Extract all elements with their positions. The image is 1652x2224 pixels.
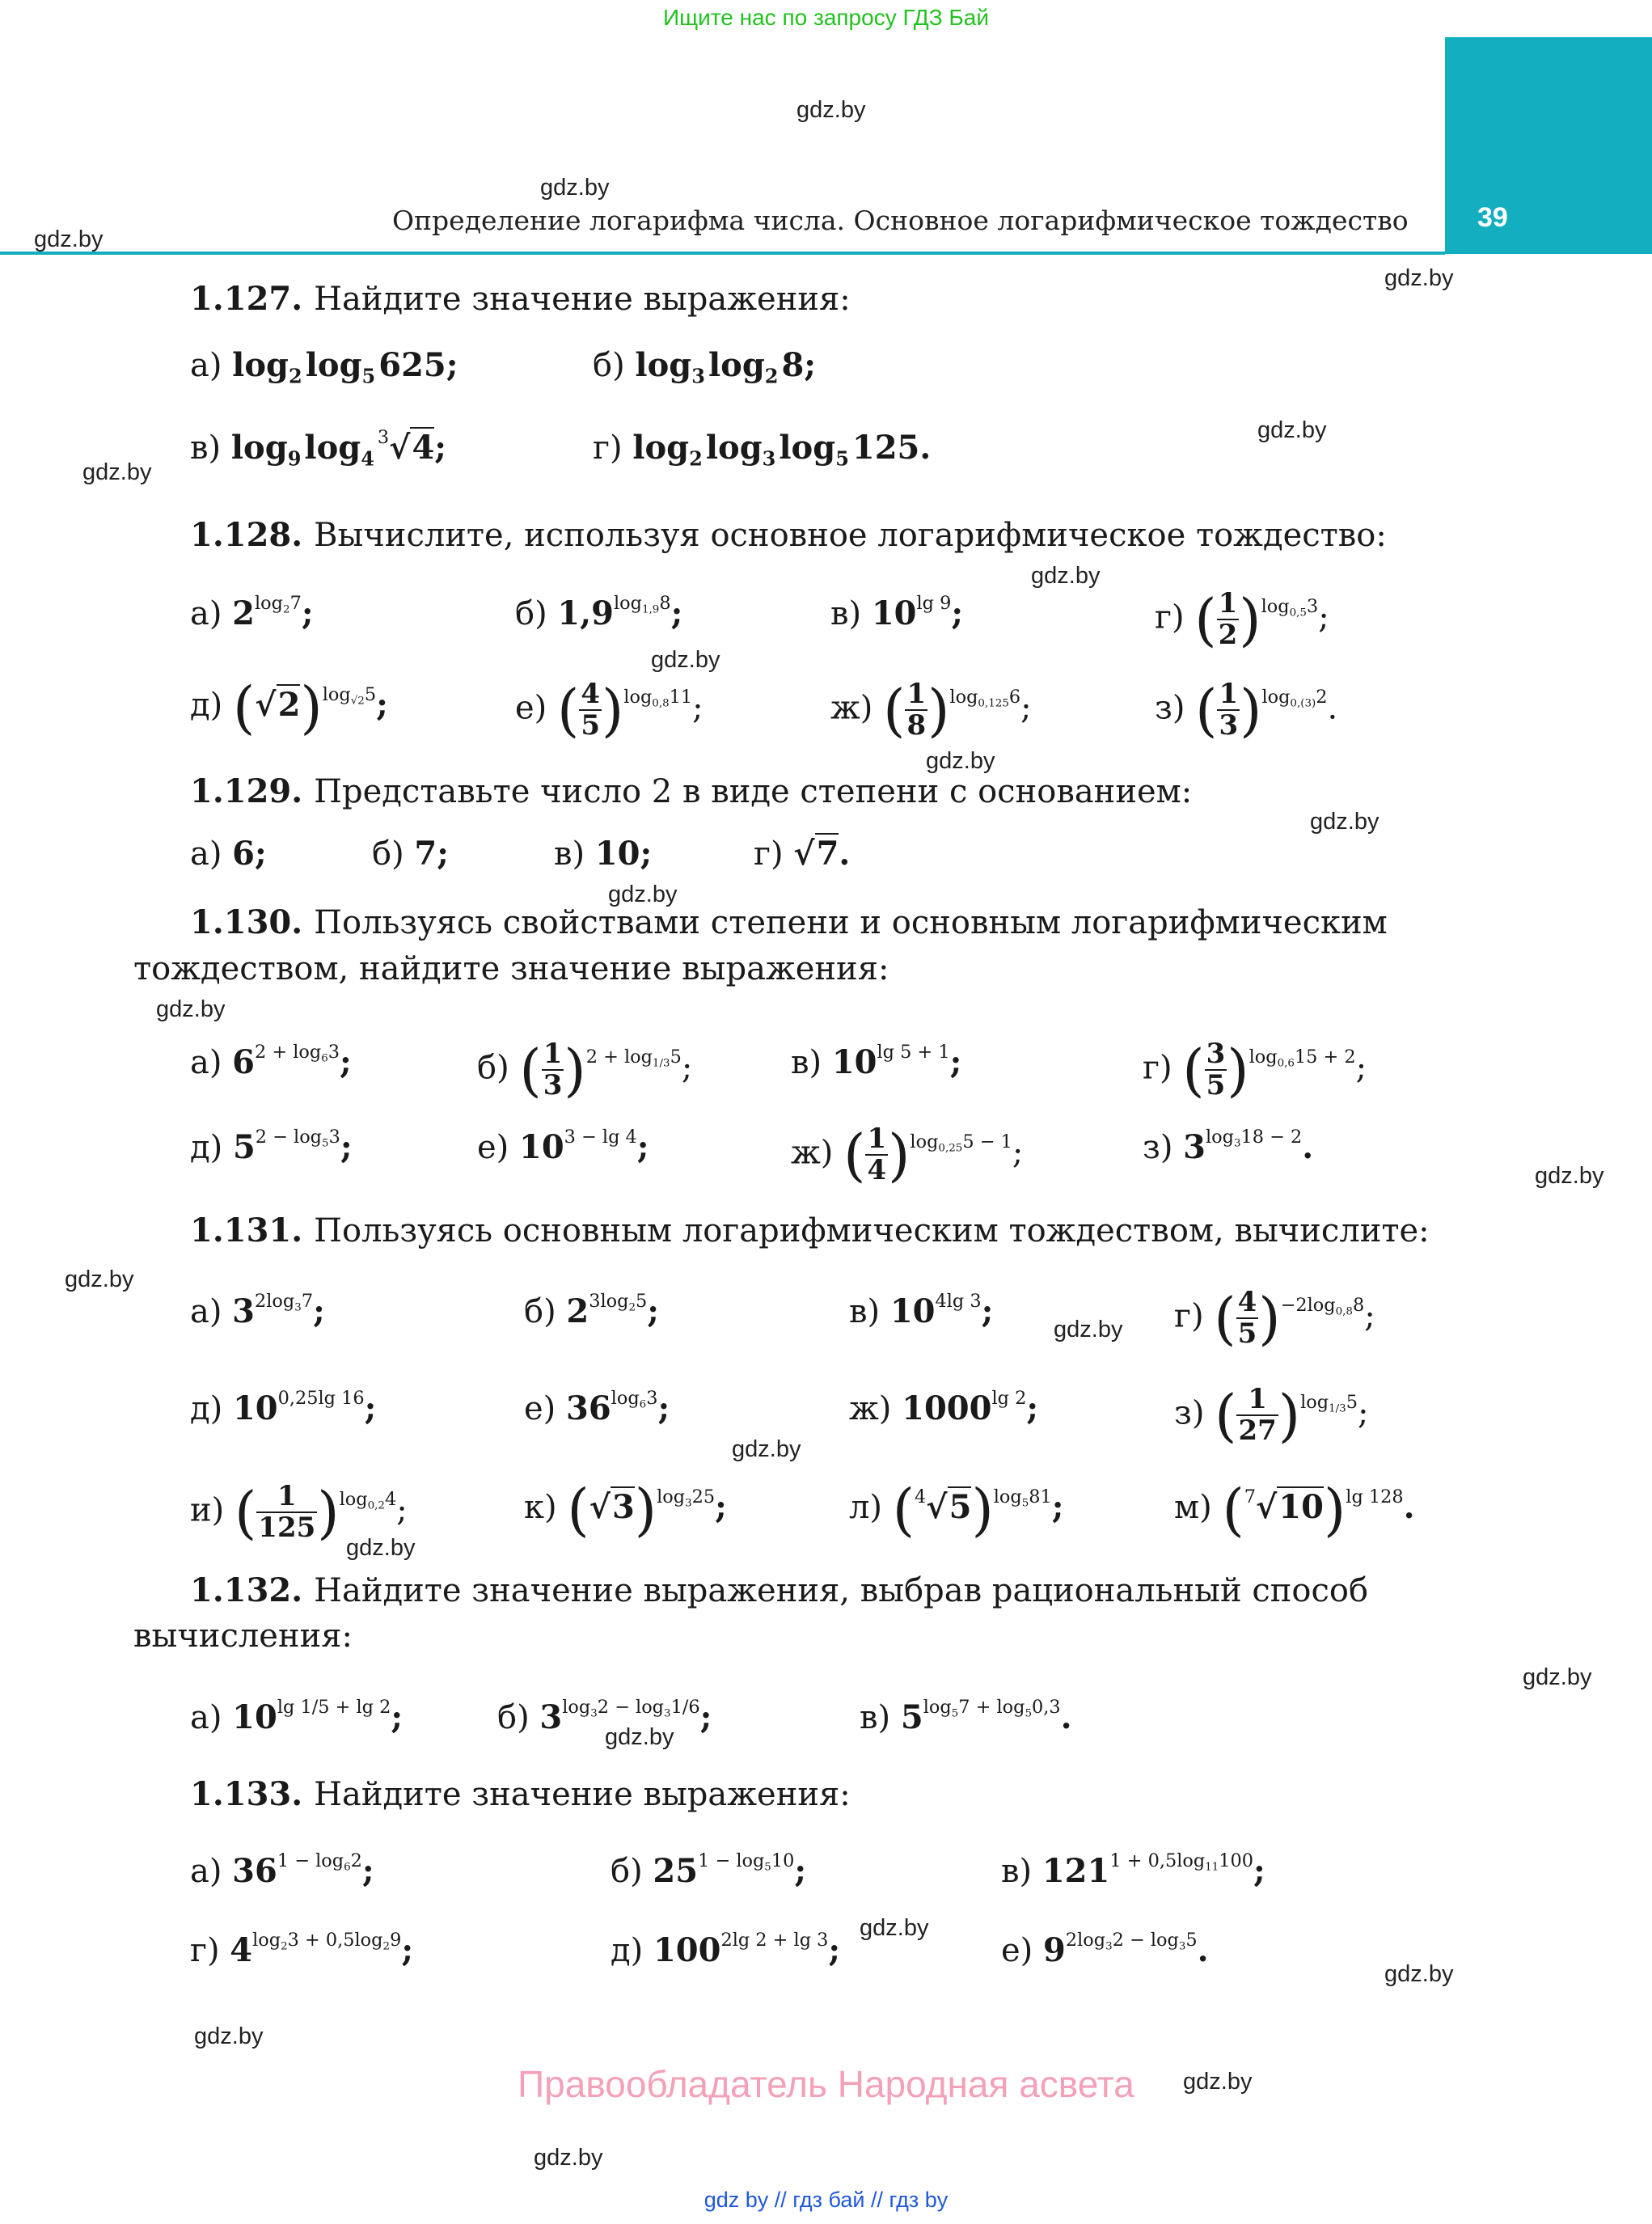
problem-number: 1.127. (190, 280, 315, 318)
watermark: gdz.by (1183, 2069, 1253, 2095)
watermark: gdz.by (1384, 1961, 1454, 1987)
task-item: б) $25^{1 - log_510}$; (611, 1850, 807, 1890)
problem-heading (190, 280, 851, 318)
watermark: gdz.by (732, 1436, 801, 1462)
task-item: а) $10^{lg 1/5 + lg 2}$; (190, 1696, 403, 1736)
watermark: gdz.by (860, 1915, 929, 1941)
problem-number: 1.128. (190, 516, 315, 554)
task-item: з) ( $\frac{1}{3}$ )$^{log_{0,(3)}2}$. (1155, 677, 1338, 744)
item-label: б) (515, 595, 547, 632)
problem-number: 1.133. (190, 1775, 315, 1813)
watermark: gdz.by (194, 2023, 264, 2049)
problem-statement: Найдите значение выражения: (314, 281, 851, 318)
task-item: к) $(√3)^{log_325}$; (524, 1477, 727, 1543)
watermark: gdz.by (796, 97, 866, 123)
item-label: б) (524, 1293, 556, 1330)
problem-statement: Вычислите, используя основное логарифмическое тождество: (314, 517, 1387, 554)
problem-heading (190, 1211, 1430, 1249)
task-item: а) $2^{log_27}$; (190, 592, 314, 632)
task-item: а) 6; (190, 835, 267, 873)
item-label: в) (849, 1293, 881, 1330)
item-label: в) (860, 1699, 891, 1736)
task-item: а) $36^{1 - log_62}$; (190, 1850, 374, 1890)
task-item: г) ( $\frac{4}{5}$ )$^{-2log_{0,8}8}$; (1174, 1285, 1375, 1352)
problem-heading (190, 903, 1388, 941)
task-item: г) ( $\frac{3}{5}$ )$^{log_{0,6}15 + 2}$; (1143, 1037, 1367, 1104)
watermark: gdz.by (156, 996, 226, 1022)
task-item: г) √7. (754, 835, 851, 873)
item-label: б) (497, 1699, 530, 1736)
top-banner[interactable]: Ищите нас по запросу ГДЗ Бай (662, 5, 990, 30)
watermark: gdz.by (608, 882, 678, 907)
task-item: д) $5^{2 - log_53}$; (190, 1126, 353, 1166)
item-label: г) (190, 1932, 220, 1969)
task-item: л) $(^4√5)^{log_581}$; (849, 1477, 1064, 1543)
item-label: з) (1155, 689, 1185, 727)
watermark: gdz.by (1054, 1317, 1123, 1342)
page-tab (1445, 37, 1652, 254)
watermark: gdz.by (1535, 1163, 1604, 1189)
task-item: ж) ( $\frac{1}{8}$ )$^{log_{0,125}6}$; (830, 677, 1032, 744)
item-label: в) (791, 1044, 822, 1081)
task-item: з) $3^{log_318 - 2}$. (1143, 1126, 1314, 1166)
task-item: е) $36^{log_63}$; (524, 1387, 670, 1427)
watermark: gdz.by (34, 226, 104, 252)
task-item: б) 7; (372, 835, 450, 873)
item-label: а) (190, 347, 222, 384)
task-item: е) $10^{3 - lg 4}$; (477, 1126, 649, 1166)
item-label: и) (190, 1491, 225, 1529)
item-label: в) (830, 595, 862, 632)
task-item: в) $121^{1 + 0,5log_{11}100}$; (1001, 1850, 1265, 1890)
problem-heading (190, 516, 1387, 554)
task-item: м) $(^7√10)^{lg 128}$. (1174, 1477, 1415, 1543)
problem-statement: Найдите значение выражения: (314, 1776, 851, 1813)
problem-heading (190, 1775, 851, 1813)
item-label: з) (1174, 1394, 1205, 1432)
item-label: к) (524, 1489, 557, 1526)
item-label: з) (1143, 1129, 1173, 1166)
item-label: е) (1001, 1932, 1033, 1969)
problem-statement: Пользуясь свойствами степени и основным логарифмическим (314, 904, 1388, 941)
watermark: gdz.by (540, 175, 610, 201)
copyright-footer: Правообладатель Народная асвета (518, 2063, 1134, 2105)
item-label: д) (190, 687, 223, 724)
task-item: в) $5^{log_57 + log_50,3}$. (860, 1696, 1072, 1736)
watermark: gdz.by (1257, 417, 1327, 443)
item-label: е) (477, 1129, 509, 1166)
task-item: б) $1,9^{log_{1,9}8}$; (515, 592, 683, 632)
item-label: д) (611, 1932, 644, 1969)
item-label: е) (515, 689, 547, 727)
footer-links[interactable]: gdz by // гдз бай // гдз by (703, 2188, 949, 2212)
item-label: в) (190, 429, 222, 467)
page-header-title: Определение логарифма числа. Основное логарифмическое тождество (392, 205, 1409, 236)
item-label: л) (849, 1489, 883, 1526)
problem-number: 1.131. (190, 1211, 315, 1249)
header-rule (0, 252, 1445, 255)
task-item: б) $\log_3$ $\log_2$ 8; (593, 346, 817, 388)
watermark: gdz.by (1031, 563, 1101, 589)
task-item: б) ( $\frac{1}{3}$ )$^{2 + log_{1/3}5}$; (477, 1037, 693, 1104)
task-item: в) $10^{lg 5 + 1}$; (791, 1041, 962, 1081)
watermark: gdz.by (1384, 265, 1454, 291)
task-item: в) $10^{4lg 3}$; (849, 1290, 994, 1330)
item-label: д) (190, 1390, 223, 1427)
task-item: и) ( $\frac{1}{125}$ )$^{log_{0,2}4}$; (190, 1479, 408, 1546)
problem-statement-cont: вычисления: (133, 1617, 353, 1655)
watermark: gdz.by (346, 1535, 416, 1561)
item-label: м) (1174, 1489, 1212, 1526)
item-label: г) (1143, 1049, 1172, 1087)
task-item: б) $3^{log_32 - log_31/6}$; (497, 1696, 712, 1736)
problem-heading (190, 772, 1192, 810)
item-label: г) (593, 429, 623, 467)
problem-number: 1.129. (190, 772, 315, 810)
item-label: ж) (830, 689, 873, 727)
task-item: г) ( $\frac{1}{2}$ )$^{log_{0,5}3}$; (1155, 586, 1329, 653)
task-item: в) $10^{lg 9}$; (830, 592, 964, 632)
watermark: gdz.by (605, 1724, 674, 1750)
item-label: д) (190, 1129, 223, 1166)
item-label: ж) (849, 1390, 892, 1427)
problem-statement: Найдите значение выражения, выбрав рациональный способ (314, 1572, 1369, 1609)
item-label: г) (1155, 598, 1185, 636)
problem-number: 1.132. (190, 1571, 315, 1609)
problem-statement: Представьте число 2 в виде степени с основанием: (314, 773, 1193, 810)
task-item: а) $\log_2$ $\log_5$ 625; (190, 346, 458, 388)
item-label: а) (190, 1699, 222, 1736)
item-label: в) (1001, 1853, 1033, 1890)
task-item: ж) ( $\frac{1}{4}$ )$^{log_{0,25}5 - 1}$; (791, 1122, 1024, 1189)
page-number: 39 (1477, 202, 1508, 233)
task-item: г) $\log_2$ $\log_3$ $\log_5$ 125. (593, 429, 932, 471)
task-item: в) $\log_9$ $\log_4$ $^3$√4; (190, 426, 447, 471)
watermark: gdz.by (651, 647, 720, 673)
task-item: б) $2^{3log_25}$; (524, 1290, 660, 1330)
problem-statement: Пользуясь основным логарифмическим тождеством, вычислите: (314, 1212, 1430, 1249)
watermark: gdz.by (65, 1266, 134, 1292)
item-label: а) (190, 1853, 222, 1890)
task-item: е) $9^{2log_32 - log_35}$. (1001, 1929, 1209, 1969)
problem-statement-cont: тождеством, найдите значение выражения: (133, 950, 889, 987)
task-item: д) $10^{0,25lg 16}$; (190, 1387, 377, 1427)
item-label: г) (1174, 1297, 1204, 1335)
task-item: д) $(√2)^{log_{√2}5}$; (190, 674, 388, 741)
item-label: б) (593, 347, 625, 384)
task-item: а) $6^{2 + log_63}$; (190, 1041, 352, 1081)
task-item: г) $4^{log_23 + 0,5log_29}$; (190, 1929, 414, 1969)
task-item: з) ( $\frac{1}{27}$ )$^{log_{1/3}5}$; (1174, 1382, 1369, 1449)
problem-number: 1.130. (190, 903, 315, 941)
watermark: gdz.by (1310, 809, 1379, 835)
item-label: а) (190, 835, 222, 873)
task-item: д) $100^{2lg 2 + lg 3}$; (611, 1929, 841, 1969)
item-label: в) (554, 835, 585, 873)
watermark: gdz.by (82, 459, 152, 485)
item-label: б) (372, 835, 404, 873)
watermark: gdz.by (1523, 1664, 1592, 1690)
item-label: а) (190, 1293, 222, 1330)
task-item: в) 10; (554, 835, 653, 873)
task-item: а) $3^{2log_37}$; (190, 1290, 325, 1330)
item-label: г) (754, 835, 784, 873)
task-item: е) ( $\frac{4}{5}$ )$^{log_{0,8}11}$; (515, 677, 703, 744)
task-item: ж) $1000^{lg 2}$; (849, 1387, 1039, 1427)
item-label: а) (190, 1044, 222, 1081)
item-label: а) (190, 595, 222, 632)
item-label: ж) (791, 1134, 834, 1172)
item-label: б) (611, 1853, 643, 1890)
watermark: gdz.by (534, 2145, 603, 2171)
item-label: б) (477, 1049, 509, 1087)
watermark: gdz.by (926, 748, 995, 774)
item-label: е) (524, 1390, 556, 1427)
problem-heading (190, 1571, 1368, 1609)
